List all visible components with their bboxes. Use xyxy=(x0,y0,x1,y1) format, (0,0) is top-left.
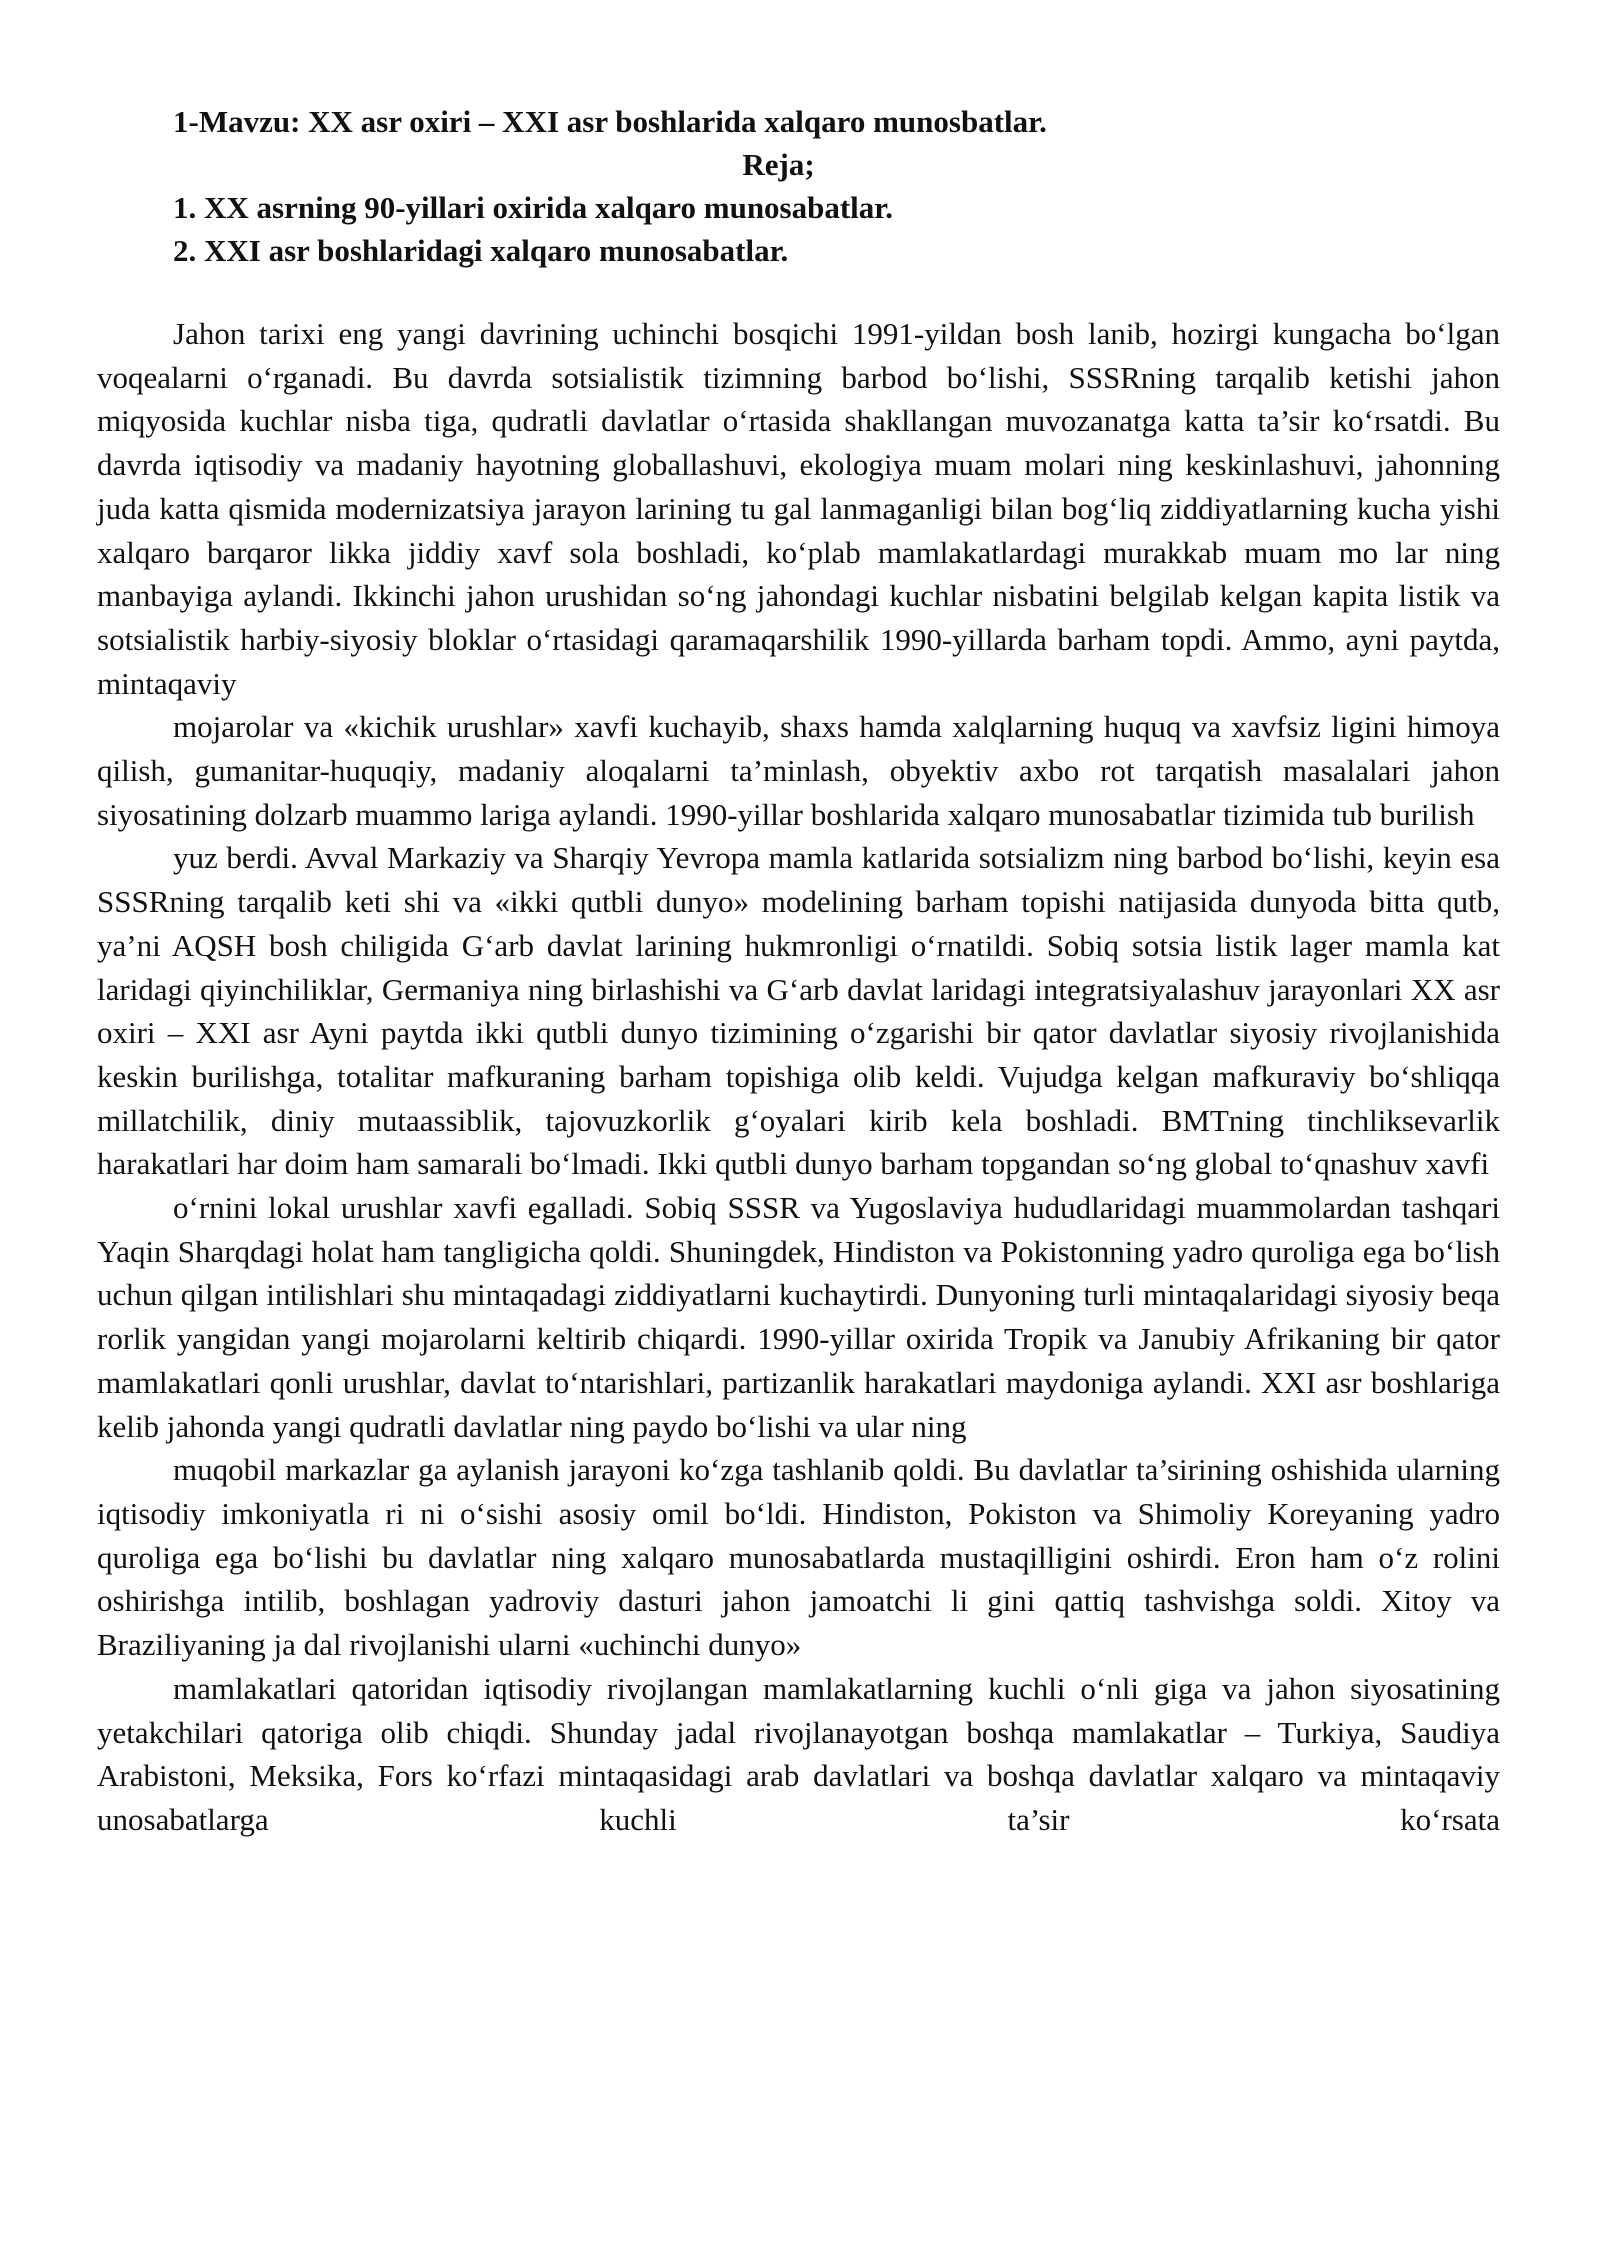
topic-title: 1-Mavzu: XX asr oxiri – XXI asr boshlarida xalqaro munosbatlar. xyxy=(173,104,1047,139)
document-header xyxy=(97,100,1500,272)
paragraph-2: mojarolar va «kichik urushlar» xavfi kuchayib, shaxs hamda xalqlarning huquq va xavfsiz ligini himoya qilish, gumanitar-huquqiy, madaniy aloqalarni ta’minlash, obyektiv axbo rot tarqatish masalalari jahon siyosatining dolzarb muammo lariga aylandi. 1990-yillar boshlarida xalqaro munosabatlar tizimida tub burilish xyxy=(97,709,1500,832)
paragraph-6: mamlakatlari qatoridan iqtisodiy rivojlangan mamlakatlarning kuchli o‘nli giga va jahon siyosatining yetakchilari qatoriga olib chiqdi. Shunday jadal rivojlanayotgan boshqa mamlakatlar – Turkiya, Saudiya Arabistoni, Meksika, Fors ko‘rfazi mintaqasidagi arab davlatlari va boshqa davlatlar xalqaro va mintaqaviy unosabatlarga kuchli ta’sir ko‘rsata xyxy=(97,1670,1500,1837)
paragraph-1: Jahon tarixi eng yangi davrining uchinchi bosqichi 1991-yildan bosh lanib, hozirgi kungacha bo‘lgan voqealarni o‘rganadi. Bu davrda sotsialistik tizimning barbod bo‘lishi, SSSRning tarqalib ketishi jahon miqyosida kuchlar nisba tiga, qudratli davlatlar o‘rtasida shakllangan muvozanatga katta ta’sir ko‘rsatdi. Bu davrda iqtisodiy va madaniy hayotning globallashuvi, ekologiya muam molari ning keskinlashuvi, jahonning juda katta qismida modernizatsiya jarayon larining tu gal lanmaganligi bilan bog‘liq ziddiyatlarning kucha yishi xalqaro barqaror likka jiddiy xavf sola boshladi, ko‘plab mamlakatlardagi murakkab muam mo lar ning manbayiga aylandi. Ikkinchi jahon urushidan so‘ng jahondagi kuchlar nisbatini belgilab kelgan kapita listik va sotsialistik harbiy-siyosiy bloklar o‘rtasidagi qaramaqarshilik 1990-yillarda barham topdi. Ammo, ayni paytda, mintaqaviy xyxy=(97,316,1500,701)
paragraph-5: muqobil markazlar ga aylanish jarayoni ko‘zga tashlanib qoldi. Bu davlatlar ta’sirining oshishida ularning iqtisodiy imkoniyatla ri ni o‘sishi asosiy omil bo‘ldi. Hindiston, Pokiston va Shimoliy Koreyaning yadro quroliga ega bo‘lishi bu davlatlar ning xalqaro munosabatlarda mustaqilligini oshirdi. Eron ham o‘z rolini oshirishga intilib, boshlagan yadroviy dasturi jahon jamoatchi li gini qattiq tashvishga soldi. Xitoy va Braziliyaning ja dal rivojlanishi ularni «uchinchi dunyo» xyxy=(97,1452,1500,1663)
paragraph-3: yuz berdi. Avval Markaziy va Sharqiy Yevropa mamla katlarida sotsializm ning barbod bo‘lishi, keyin esa SSSRning tarqalib keti shi va «ikki qutbli dunyo» modelining barham topishi natijasida dunyoda bitta qutb, ya’ni AQSH bosh chiligida G‘arb davlat larining hukmronligi o‘rnatildi. Sobiq sotsia listik lager mamla kat laridagi qiyinchiliklar, Germaniya ning birlashishi va G‘arb davlat laridagi integratsiyalashuv jarayonlari XX asr oxiri – XXI asr Ayni paytda ikki qutbli dunyo tizimining o‘zgarishi bir qator davlatlar siyosiy rivojlanishida keskin burilishga, totalitar mafkuraning barham topishiga olib keldi. Vujudga kelgan mafkuraviy bo‘shliqqa millatchilik, diniy mutaassiblik, tajovuzkorlik g‘oyalari kirib kela boshladi. BMTning tinchliksevarlik harakatlari har doim ham samarali bo‘lmadi. Ikki qutbli dunyo barham topgandan so‘ng global to‘qnashuv xavfi xyxy=(97,840,1500,1182)
plan-title: Reja; xyxy=(742,147,815,182)
paragraph-4: o‘rnini lokal urushlar xavfi egalladi. Sobiq SSSR va Yugoslaviya hududlaridagi muammolardan tashqari Yaqin Sharqdagi holat ham tangligicha qoldi. Shuningdek, Hindiston va Pokistonning yadro quroliga ega bo‘lish uchun qilgan intilishlari shu mintaqadagi ziddiyatlarni kuchaytirdi. Dunyoning turli mintaqalaridagi siyosiy beqa rorlik yangidan yangi mojarolarni keltirib chiqardi. 1990-yillar oxirida Tropik va Janubiy Afrikaning bir qator mamlakatlari qonli urushlar, davlat to‘ntarishlari, partizanlik harakatlari maydoniga aylandi. XXI asr boshlariga kelib jahonda yangi qudratli davlatlar ning paydo bo‘lishi va ular ning xyxy=(97,1190,1500,1444)
plan-item-1: 1. XX asrning 90-yillari oxirida xalqaro munosabatlar. xyxy=(173,190,893,225)
document-body xyxy=(97,312,1500,1842)
plan-item-2: 2. XXI asr boshlaridagi xalqaro munosabatlar. xyxy=(173,233,789,268)
